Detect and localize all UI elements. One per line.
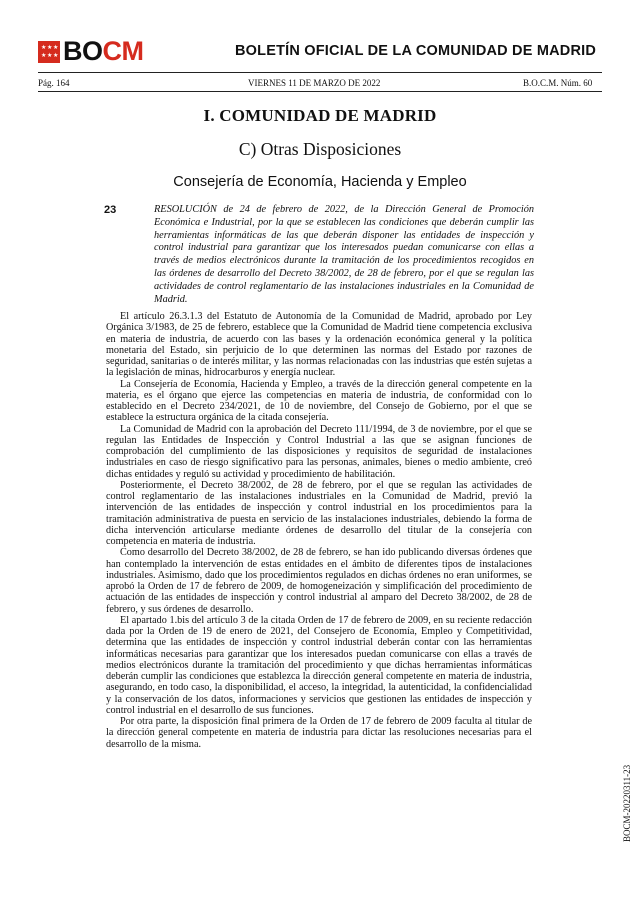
madrid-stars-icon: ★ ★ ★ ★ ★ ★ <box>38 41 60 63</box>
section-heading: I. COMUNIDAD DE MADRID <box>203 106 437 125</box>
department-heading: Consejería de Economía, Hacienda y Empleo <box>173 174 467 190</box>
subsection-heading: C) Otras Disposiciones <box>238 139 402 159</box>
issue-date: VIERNES 11 DE MARZO DE 2022 <box>248 78 381 88</box>
paragraph: Posteriormente, el Decreto 38/2002, de 28 de febrero, por el que se regulan las actividades de control reglamentario de las instalaciones industriales en la Comunidad de Madrid, previó la intervención de las entidades de inspección y control industrial en los procedimientos para la tramitación administrativa de puesta en servicio de las instalaciones industriales, debiendo la forma de dicha intervención articularse mediante órdenes de desarrollo del titular de la consejería con competencia en materia de industria. <box>106 479 532 547</box>
paragraph: Como desarrollo del Decreto 38/2002, de 28 de febrero, se han ido publicando diversas órdenes que han contemplado la intervención de estas entidades en el ámbito de diferentes tipos de instalaciones industriales. Asimismo, dado que los procedimientos regulados en dichas órdenes no eran uniformes, se aprobó la Orden de 17 de febrero de 2009, de homogeneización y simplificación del procedimiento de actuación de las entidades de inspección y control industrial al amparo del Decreto 38/2002, de 28 de febrero, y sus órdenes de desarrollo. <box>106 547 532 615</box>
paragraph: Por otra parte, la disposición final primera de la Orden de 17 de febrero de 2009 faculta al titular de la dirección general competente en materia de industria para dictar las resoluciones necesarias para el desarrollo de la misma. <box>106 716 532 750</box>
bocm-logo <box>38 38 144 65</box>
paragraph: El artículo 26.3.1.3 del Estatuto de Autonomía de la Comunidad de Madrid, aprobado por Ley Orgánica 3/1983, de 25 de febrero, establece que la Comunidad de Madrid tiene competencia exclusiva en materia de industria, de acuerdo con las bases y la ordenación económica general y la política monetaria del Estado, sin perjuicio de lo que determinen las normas del Estado por razones de seguridad, sanitarias o de interés militar, y las normas relacionadas con las industrias que estén sujetas a la legislación de minas, hidrocarburos y energía nuclear. <box>106 311 532 379</box>
paragraph: El apartado 1.bis del artículo 3 de la citada Orden de 17 de febrero de 2009, en su reciente redacción dada por la Orden de 19 de enero de 2021, del Consejero de Economía, Empleo y Competitividad, determina que las entidades de inspección y control industrial deberán contar con las herramientas informáticas necesarias para garantizar que los interesados puedan comunicarse con ellas a través de medios electrónicos durante la tramitación del procedimiento y que dichas herramientas informáticas deberán cumplir las condiciones que establezca la dirección general competente en materia de industria, asegurando, en todo caso, la disponibilidad, el acceso, la integridad, la autenticidad, la confidencialidad y la conservación de los datos, informaciones y servicios que gestionen las entidades de inspección y control industrial en el desarrollo de sus funciones. <box>106 614 532 716</box>
paragraph: La Consejería de Economía, Hacienda y Empleo, a través de la dirección general competente en la materia, es el órgano que ejerce las competencias en materia de industria, de conformidad con lo establecido en el Decreto 234/2021, de 10 de noviembre, del Consejo de Gobierno, por el que se establece la estructura orgánica de la citada consejería. <box>106 378 532 424</box>
body-text <box>106 311 532 750</box>
masthead-title: BOLETÍN OFICIAL DE LA COMUNIDAD DE MADRID <box>235 43 597 59</box>
header-rule-top <box>38 72 602 73</box>
page-number: Pág. 164 <box>38 78 70 88</box>
document-code: BOCM-20220311-23 <box>622 764 632 842</box>
resolution-title: RESOLUCIÓN de 24 de febrero de 2022, de la Dirección General de Promoción Económica e Industrial, por la que se establecen las condiciones que deberán cumplir las herramientas informáticas de las que deberán disponer las entidades de inspección y control industrial para garantizar que los interesados puedan comunicarse con ellas a través de medios electrónicos durante la tramitación de los procedimientos recogidos en las órdenes de desarrollo del Decreto 38/2002, de 28 de febrero, por el que se regulan las actividades de control reglamentario de las instalaciones industriales en la Comunidad de Madrid. <box>154 204 534 305</box>
header-rule-bottom <box>38 91 602 92</box>
entry-number: 23 <box>104 204 117 216</box>
issue-number: B.O.C.M. Núm. 60 <box>523 78 593 88</box>
logo-text: BOCM <box>63 36 144 66</box>
paragraph: La Comunidad de Madrid con la aprobación del Decreto 111/1994, de 3 de noviembre, por el que se regulan las Entidades de Inspección y Control Industrial a las que se asignan funciones de comprobación del cumplimiento de las disposiciones y requisitos de seguridad de instalaciones industriales en caso de riesgo significativo para las personas, animales, bienes o medio ambiente, creó dichas entidades y reguló su actividad y procedimiento de habilitación. <box>106 423 532 480</box>
